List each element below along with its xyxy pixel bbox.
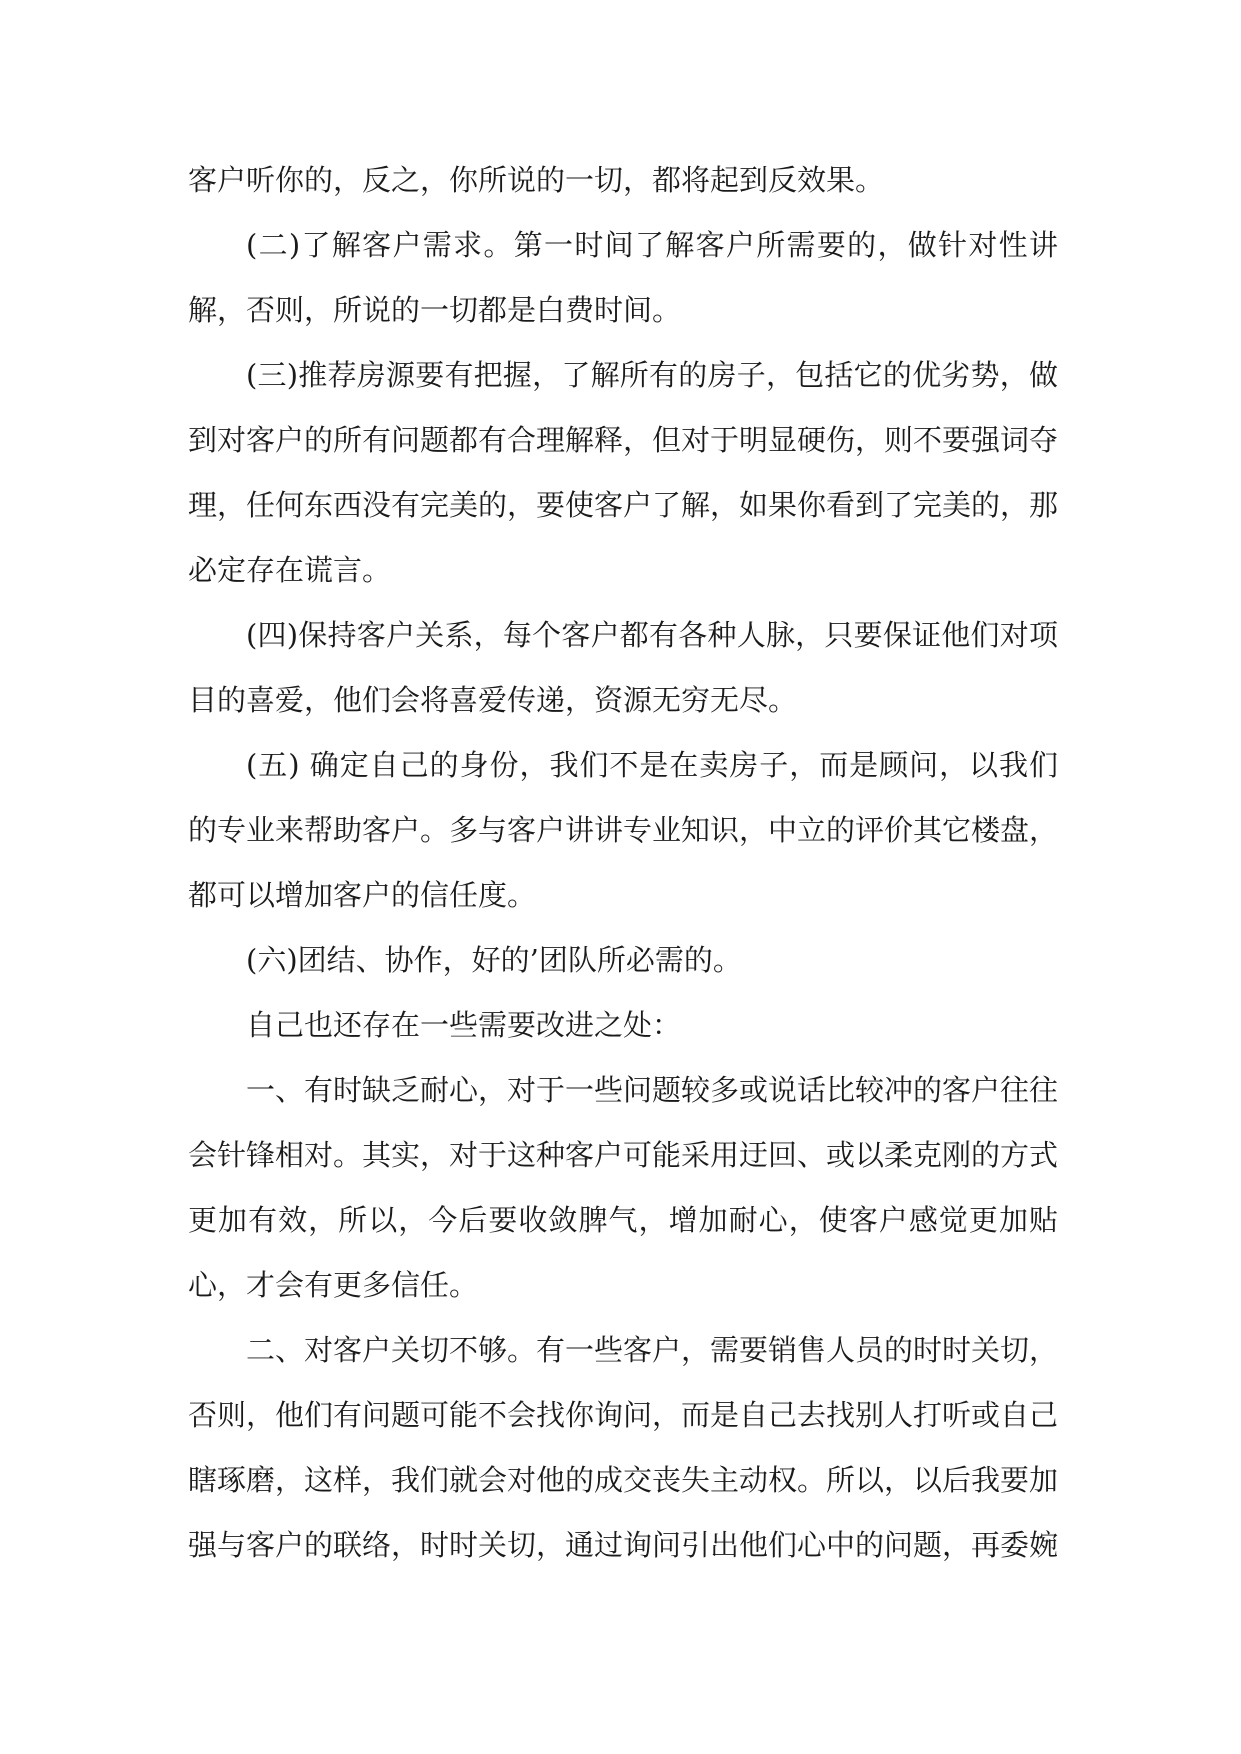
paragraph-define-identity: (五) 确定自己的身份，我们不是在卖房子，而是顾问，以我们的专业来帮助客户。多与客户讲讲专业知识，中立的评价其它楼盘，都可以增加客户的信任度。 [188,748,1059,912]
paragraph-improvements-intro: 自己也还存在一些需要改进之处： [246,1008,682,1042]
paragraph-patience: 一、有时缺乏耐心，对于一些问题较多或说话比较冲的客户往往会针锋相对。其实，对于这种客户可能采用迂回、或以柔克刚的方式更加有效，所以，今后要收敛脾气，增加耐心，使客户感觉更加贴心，才会有更多信任。 [188,1073,1059,1302]
paragraph-teamwork: (六)团结、协作，好的’团队所必需的。 [246,943,742,977]
paragraph-customer-care: 二、对客户关切不够。有一些客户，需要销售人员的时时关切，否则，他们有问题可能不会找你询问，而是自己去找别人打听或自己瞎琢磨，这样，我们就会对他的成交丧失主动权。所以，以后我要加强与客户的联络，时时关切，通过询问引出他们心中的问题，再委婉 [188,1333,1059,1562]
paragraph-maintain-relations: (四)保持客户关系，每个客户都有各种人脉，只要保证他们对项目的喜爱，他们会将喜爱传递，资源无穷无尽。 [188,618,1058,717]
document-body [188,148,1058,1578]
paragraph-recommend-listings: (三)推荐房源要有把握，了解所有的房子，包括它的优劣势，做到对客户的所有问题都有合理解释，但对于明显硬伤，则不要强词夺理，任何东西没有完美的，要使客户了解，如果你看到了完美的，那必定存在谎言。 [188,358,1059,587]
paragraph-continuation: 客户听你的，反之，你所说的一切，都将起到反效果。 [188,163,885,197]
paragraph-understand-needs: (二)了解客户需求。第一时间了解客户所需要的，做针对性讲解，否则，所说的一切都是白费时间。 [188,228,1058,327]
